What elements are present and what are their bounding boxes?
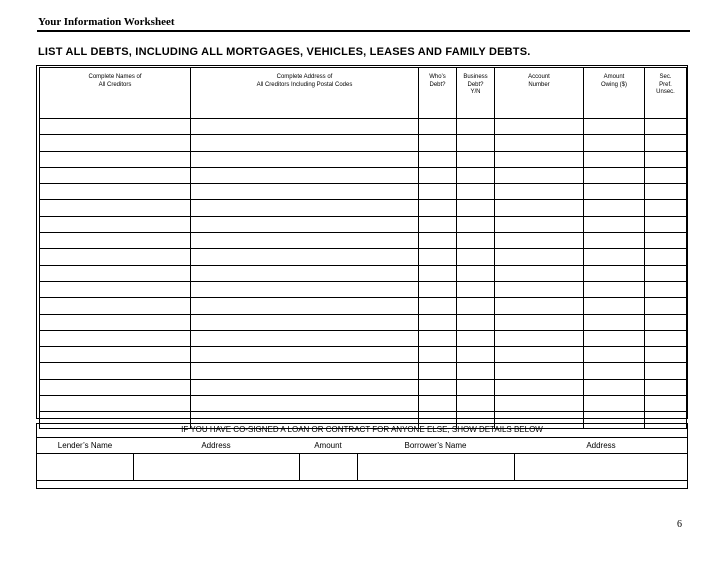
whos-debt-cell[interactable] [419, 200, 457, 216]
creditor-name-cell[interactable] [40, 184, 191, 200]
col-header-amount-owing: Amount Owing ($) [584, 68, 645, 119]
creditor-address-cell[interactable] [191, 167, 419, 183]
creditor-name-cell[interactable] [40, 200, 191, 216]
account-number-cell[interactable] [495, 167, 584, 183]
debt-row [40, 249, 687, 265]
creditor-address-cell[interactable] [191, 151, 419, 167]
account-number-cell[interactable] [495, 265, 584, 281]
business-debt-cell[interactable] [457, 216, 495, 232]
debt-row [40, 119, 687, 135]
security-type-cell[interactable] [645, 233, 687, 249]
creditor-name-cell[interactable] [40, 347, 191, 363]
col-header-lender-address: Address [133, 438, 299, 454]
amount-owing-cell[interactable] [584, 167, 645, 183]
cosigned-table [37, 437, 688, 481]
account-number-cell[interactable] [495, 200, 584, 216]
amount-owing-cell[interactable] [584, 330, 645, 346]
account-number-cell[interactable] [495, 298, 584, 314]
creditor-address-cell[interactable] [191, 233, 419, 249]
security-type-cell[interactable] [645, 216, 687, 232]
whos-debt-cell[interactable] [419, 347, 457, 363]
business-debt-cell[interactable] [457, 233, 495, 249]
business-debt-cell[interactable] [457, 396, 495, 412]
whos-debt-cell[interactable] [419, 233, 457, 249]
col-header-whos-debt: Who’s Debt? [419, 68, 457, 119]
whos-debt-cell[interactable] [419, 216, 457, 232]
security-type-cell[interactable] [645, 363, 687, 379]
security-type-cell[interactable] [645, 119, 687, 135]
lender-name-cell[interactable] [37, 454, 133, 481]
account-number-cell[interactable] [495, 184, 584, 200]
col-header-business-debt: Business Debt? Y/N [457, 68, 495, 119]
creditor-name-cell[interactable] [40, 249, 191, 265]
borrower-address-cell[interactable] [514, 454, 688, 481]
debts-header-row [40, 68, 687, 119]
amount-owing-cell[interactable] [584, 249, 645, 265]
security-type-cell[interactable] [645, 330, 687, 346]
creditor-name-cell[interactable] [40, 363, 191, 379]
amount-owing-cell[interactable] [584, 265, 645, 281]
cosigned-entry-row [37, 454, 688, 481]
header-divider [37, 30, 690, 32]
creditor-name-cell[interactable] [40, 167, 191, 183]
account-number-cell[interactable] [495, 347, 584, 363]
account-number-cell[interactable] [495, 135, 584, 151]
security-type-cell[interactable] [645, 151, 687, 167]
debt-row [40, 200, 687, 216]
amount-owing-cell[interactable] [584, 281, 645, 297]
creditor-name-cell[interactable] [40, 379, 191, 395]
debt-row [40, 379, 687, 395]
whos-debt-cell[interactable] [419, 265, 457, 281]
account-number-cell[interactable] [495, 396, 584, 412]
security-type-cell[interactable] [645, 135, 687, 151]
whos-debt-cell[interactable] [419, 330, 457, 346]
whos-debt-cell[interactable] [419, 249, 457, 265]
whos-debt-cell[interactable] [419, 396, 457, 412]
debt-row [40, 281, 687, 297]
creditor-address-cell[interactable] [191, 200, 419, 216]
security-type-cell[interactable] [645, 200, 687, 216]
whos-debt-cell[interactable] [419, 151, 457, 167]
debt-row [40, 298, 687, 314]
creditor-address-cell[interactable] [191, 396, 419, 412]
debts-section-title: LIST ALL DEBTS, INCLUDING ALL MORTGAGES, VEHICLES, LEASES AND FAMILY DEBTS. [38, 46, 531, 58]
creditor-address-cell[interactable] [191, 249, 419, 265]
debt-row [40, 347, 687, 363]
security-type-cell[interactable] [645, 347, 687, 363]
amount-owing-cell[interactable] [584, 135, 645, 151]
debt-row [40, 167, 687, 183]
creditor-address-cell[interactable] [191, 379, 419, 395]
creditor-address-cell[interactable] [191, 119, 419, 135]
col-header-borrower-name: Borrower’s Name [357, 438, 514, 454]
business-debt-cell[interactable] [457, 298, 495, 314]
account-number-cell[interactable] [495, 151, 584, 167]
amount-owing-cell[interactable] [584, 314, 645, 330]
amount-cell[interactable] [299, 454, 357, 481]
business-debt-cell[interactable] [457, 167, 495, 183]
business-debt-cell[interactable] [457, 119, 495, 135]
amount-owing-cell[interactable] [584, 200, 645, 216]
amount-owing-cell[interactable] [584, 363, 645, 379]
business-debt-cell[interactable] [457, 151, 495, 167]
business-debt-cell[interactable] [457, 281, 495, 297]
business-debt-cell[interactable] [457, 265, 495, 281]
whos-debt-cell[interactable] [419, 314, 457, 330]
account-number-cell[interactable] [495, 119, 584, 135]
business-debt-cell[interactable] [457, 314, 495, 330]
amount-owing-cell[interactable] [584, 347, 645, 363]
business-debt-cell[interactable] [457, 347, 495, 363]
account-number-cell[interactable] [495, 249, 584, 265]
whos-debt-cell[interactable] [419, 167, 457, 183]
account-number-cell[interactable] [495, 233, 584, 249]
amount-owing-cell[interactable] [584, 151, 645, 167]
account-number-cell[interactable] [495, 314, 584, 330]
cosigned-section-heading: IF YOU HAVE CO-SIGNED A LOAN OR CONTRACT FOR ANYONE ELSE, SHOW DETAILS BELOW [181, 425, 543, 434]
worksheet-title: Your Information Worksheet [38, 16, 175, 28]
debts-table [39, 67, 687, 429]
debt-row [40, 314, 687, 330]
amount-owing-cell[interactable] [584, 216, 645, 232]
security-type-cell[interactable] [645, 379, 687, 395]
whos-debt-cell[interactable] [419, 363, 457, 379]
security-type-cell[interactable] [645, 184, 687, 200]
amount-owing-cell[interactable] [584, 298, 645, 314]
creditor-address-cell[interactable] [191, 216, 419, 232]
security-type-cell[interactable] [645, 281, 687, 297]
page-number: 6 [677, 519, 682, 530]
amount-owing-cell[interactable] [584, 379, 645, 395]
creditor-address-cell[interactable] [191, 314, 419, 330]
account-number-cell[interactable] [495, 363, 584, 379]
account-number-cell[interactable] [495, 379, 584, 395]
amount-owing-cell[interactable] [584, 184, 645, 200]
debt-row [40, 216, 687, 232]
col-header-creditor-names: Complete Names of All Creditors [40, 68, 191, 119]
lender-address-cell[interactable] [133, 454, 299, 481]
creditor-name-cell[interactable] [40, 265, 191, 281]
whos-debt-cell[interactable] [419, 119, 457, 135]
creditor-address-cell[interactable] [191, 298, 419, 314]
debt-row [40, 233, 687, 249]
debt-row [40, 363, 687, 379]
whos-debt-cell[interactable] [419, 135, 457, 151]
business-debt-cell[interactable] [457, 135, 495, 151]
security-type-cell[interactable] [645, 298, 687, 314]
creditor-address-cell[interactable] [191, 281, 419, 297]
debt-row [40, 330, 687, 346]
col-header-account-number: Account Number [495, 68, 584, 119]
business-debt-cell[interactable] [457, 330, 495, 346]
creditor-name-cell[interactable] [40, 119, 191, 135]
creditor-name-cell[interactable] [40, 135, 191, 151]
creditor-name-cell[interactable] [40, 314, 191, 330]
whos-debt-cell[interactable] [419, 184, 457, 200]
col-header-amount: Amount [299, 438, 357, 454]
debt-row [40, 151, 687, 167]
amount-owing-cell[interactable] [584, 233, 645, 249]
security-type-cell[interactable] [645, 249, 687, 265]
creditor-address-cell[interactable] [191, 330, 419, 346]
col-header-borrower-address: Address [514, 438, 688, 454]
debt-row [40, 135, 687, 151]
creditor-name-cell[interactable] [40, 281, 191, 297]
creditor-address-cell[interactable] [191, 347, 419, 363]
creditor-address-cell[interactable] [191, 265, 419, 281]
business-debt-cell[interactable] [457, 363, 495, 379]
creditor-name-cell[interactable] [40, 151, 191, 167]
col-header-creditor-address: Complete Address of All Creditors Including Postal Codes [191, 68, 419, 119]
creditor-name-cell[interactable] [40, 233, 191, 249]
creditor-address-cell[interactable] [191, 184, 419, 200]
security-type-cell[interactable] [645, 167, 687, 183]
col-header-security-type: Sec. Pref. Unsec. [645, 68, 687, 119]
creditor-name-cell[interactable] [40, 298, 191, 314]
creditor-address-cell[interactable] [191, 363, 419, 379]
amount-owing-cell[interactable] [584, 396, 645, 412]
security-type-cell[interactable] [645, 314, 687, 330]
creditor-name-cell[interactable] [40, 330, 191, 346]
creditor-address-cell[interactable] [191, 135, 419, 151]
whos-debt-cell[interactable] [419, 379, 457, 395]
security-type-cell[interactable] [645, 396, 687, 412]
whos-debt-cell[interactable] [419, 298, 457, 314]
debt-row [40, 396, 687, 412]
debt-row [40, 184, 687, 200]
account-number-cell[interactable] [495, 330, 584, 346]
cosigned-header-row [37, 438, 688, 454]
creditor-name-cell[interactable] [40, 216, 191, 232]
business-debt-cell[interactable] [457, 249, 495, 265]
col-header-lender-name: Lender’s Name [37, 438, 133, 454]
business-debt-cell[interactable] [457, 184, 495, 200]
debt-row [40, 265, 687, 281]
amount-owing-cell[interactable] [584, 119, 645, 135]
security-type-cell[interactable] [645, 265, 687, 281]
creditor-name-cell[interactable] [40, 396, 191, 412]
whos-debt-cell[interactable] [419, 281, 457, 297]
business-debt-cell[interactable] [457, 200, 495, 216]
business-debt-cell[interactable] [457, 379, 495, 395]
account-number-cell[interactable] [495, 281, 584, 297]
account-number-cell[interactable] [495, 216, 584, 232]
borrower-name-cell[interactable] [357, 454, 514, 481]
